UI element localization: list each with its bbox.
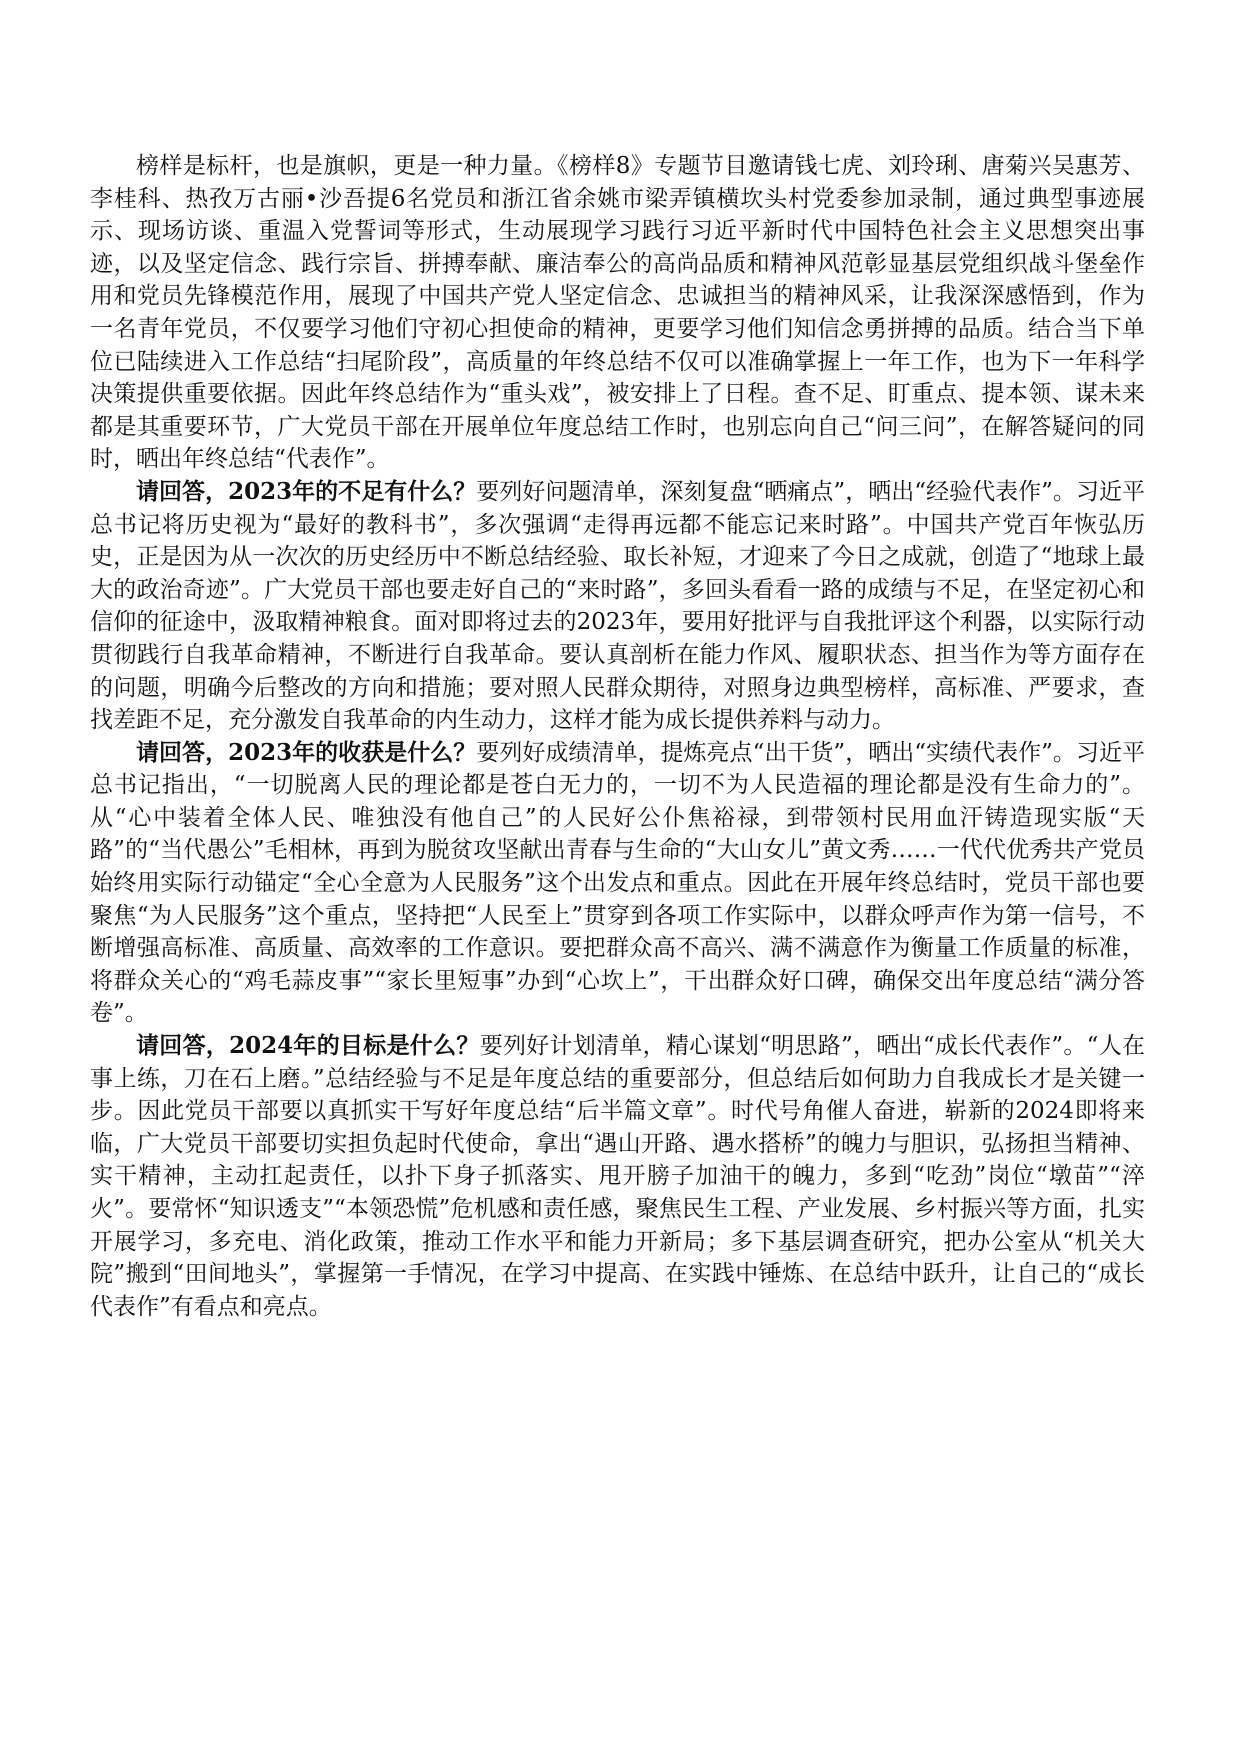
paragraph-lead: 请回答，2023年的收获是什么？ bbox=[136, 738, 477, 766]
paragraph-text: 要列好计划清单，精心谋划“明思路”，晒出“成长代表作”。“人在事上练，刀在石上磨。”总结经验与不足是年度总结的重要部分，但总结后如何助力自我成长才是关键一步。因此党员干部要以真抓实干写好年度总结“后半篇文章”。时代号角催人奋进，崭新的2024即将来临，广大党员干部要切实担负起时代使命，拿出“遇山开路、遇水搭桥”的魄力与胆识，弘扬担当精神、实干精神，主动扛起责任，以扑下身子抓落实、甩开膀子加油干的魄力，多到“吃劲”岗位“墩苗”“淬火”。要常怀“知识透支”“本领恐慌”危机感和责任感，聚焦民生工程、产业发展、乡村振兴等方面，扎实开展学习，多充电、消化政策，推动工作水平和能力开新局；多下基层调查研究，把办公室从“机关大院”搬到“田间地头”，掌握第一手情况，在学习中提高、在实践中锤炼、在总结中跃升，让自己的“成长代表作”有看点和亮点。 bbox=[90, 1033, 1145, 1320]
paragraph-text: 榜样是标杆，也是旗帜，更是一种力量。《榜样8》专题节目邀请钱七虎、刘玲琍、唐菊兴吴惠芳、李桂科、热孜万古丽•沙吾提6名党员和浙江省余姚市梁弄镇横坎头村党委参加录制，通过典型事迹展示、现场访谈、重温入党誓词等形式，生动展现学习践行习近平新时代中国特色社会主义思想突出事迹，以及坚定信念、践行宗旨、拼搏奉献、廉洁奉公的高尚品质和精神风范彰显基层党组织战斗堡垒作用和党员先锋模范作用，展现了中国共产党人坚定信念、忠诚担当的精神风采，让我深深感悟到，作为一名青年党员，不仅要学习他们守初心担使命的精神，更要学习他们知信念勇拼搏的品质。结合当下单位已陆续进入工作总结“扫尾阶段”，高质量的年终总结不仅可以准确掌握上一年工作，也为下一年科学决策提供重要依据。因此年终总结作为“重头戏”，被安排上了日程。查不足、盯重点、提本领、谋未来都是其重要环节，广大党员干部在开展单位年度总结工作时，也别忘向自己“问三问”，在解答疑问的同时，晒出年终总结“代表作”。 bbox=[90, 153, 1145, 473]
paragraph-lead: 请回答，2023年的不足有什么？ bbox=[136, 477, 477, 505]
paragraph-text: 要列好成绩清单，提炼亮点“出干货”，晒出“实绩代表作”。习近平总书记指出，“一切脱离人民的理论都是苍白无力的，一切不为人民造福的理论都是没有生命力的”。从“心中装着全体人民、唯独没有他自己”的人民好公仆焦裕禄，到带领村民用血汗铸造现实版“天路”的“当代愚公”毛相林，再到为脱贫攻坚献出青春与生命的“大山女儿”黄文秀……一代代优秀共产党员始终用实际行动锚定“全心全意为人民服务”这个出发点和重点。因此在开展年终总结时，党员干部也要聚焦“为人民服务”这个重点，坚持把“人民至上”贯穿到各项工作实际中，以群众呼声作为第一信号，不断增强高标准、高质量、高效率的工作意识。要把群众高不高兴、满不满意作为衡量工作质量的标准，将群众关心的“鸡毛蒜皮事”“家长里短事”办到“心坎上”，干出群众好口碑，确保交出年度总结“满分答卷”。 bbox=[90, 739, 1145, 1027]
paragraph-intro bbox=[90, 150, 1145, 476]
paragraph-goals bbox=[90, 1030, 1145, 1323]
paragraph-text: 要列好问题清单，深刻复盘“晒痛点”，晒出“经验代表作”。习近平总书记将历史视为“最好的教科书”，多次强调“走得再远都不能忘记来时路”。中国共产党百年恢弘历史，正是因为从一次次的历史经历中不断总结经验、取长补短，才迎来了今日之成就，创造了“地球上最大的政治奇迹”。广大党员干部也要走好自己的“来时路”，多回头看看一路的成绩与不足，在坚定初心和信仰的征途中，汲取精神粮食。面对即将过去的2023年，要用好批评与自我批评这个利器，以实际行动贯彻践行自我革命精神，不断进行自我革命。要认真剖析在能力作风、履职状态、担当作为等方面存在的问题，明确今后整改的方向和措施；要对照人民群众期待，对照身边典型榜样，高标准、严要求，查找差距不足，充分激发自我革命的内生动力，这样才能为成长提供养料与动力。 bbox=[90, 478, 1145, 734]
paragraph-lead: 请回答，2024年的目标是什么？ bbox=[136, 1032, 480, 1060]
paragraph-shortcomings bbox=[90, 476, 1145, 737]
paragraph-gains bbox=[90, 737, 1145, 1030]
article-body bbox=[90, 150, 1145, 1323]
